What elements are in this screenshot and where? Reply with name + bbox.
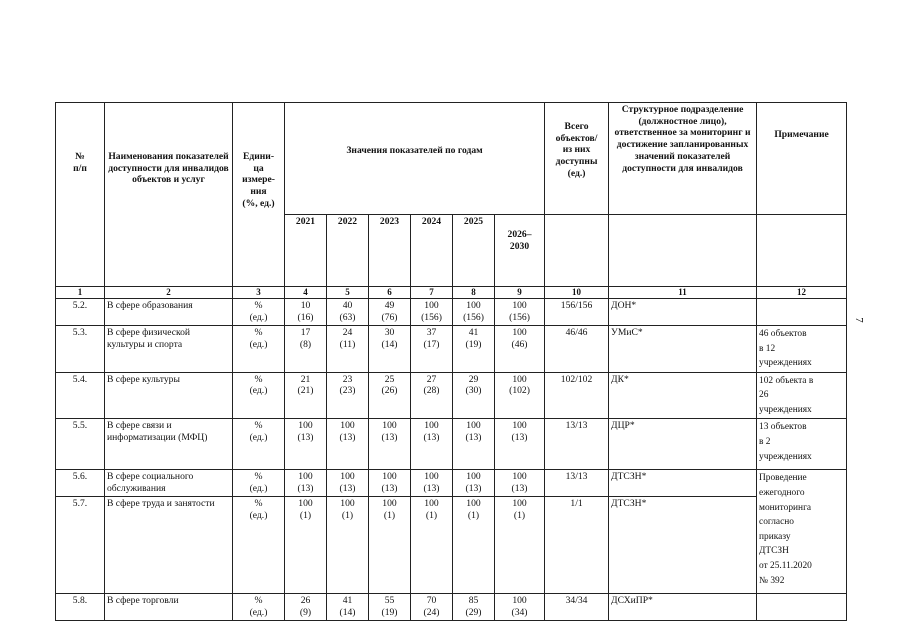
table-row	[56, 419, 847, 470]
blank-cell	[545, 215, 609, 287]
row-name: В сфере физической культуры и спорта	[105, 326, 233, 373]
row-total: 13/13	[545, 470, 609, 497]
row-num: 5.3.	[56, 326, 105, 373]
value-cell: 100 (13)	[453, 470, 495, 497]
table-row	[56, 326, 847, 373]
value-cell: 23 (23)	[327, 372, 369, 419]
value-cell: 100 (1)	[453, 497, 495, 594]
value-cell: 100 (46)	[495, 326, 545, 373]
row-responsible: ДТСЗН*	[609, 470, 757, 497]
row-num: 5.7.	[56, 497, 105, 594]
value-cell: 70 (24)	[411, 594, 453, 620]
year-cell: 2025	[453, 215, 495, 287]
value-cell: 49 (76)	[369, 299, 411, 326]
row-responsible: ДК*	[609, 372, 757, 419]
row-note	[757, 594, 847, 620]
row-unit: % (ед.)	[233, 470, 285, 497]
header-values-group: Значения показателей по годам	[285, 103, 545, 215]
year-cell: 2026– 2030	[495, 215, 545, 287]
row-name: В сфере образования	[105, 299, 233, 326]
value-cell: 24 (11)	[327, 326, 369, 373]
table-row	[56, 470, 847, 497]
row-note: 102 объекта в 26 учреждениях	[757, 372, 847, 419]
header-row	[56, 103, 847, 215]
column-number: 3	[233, 287, 285, 299]
column-number: 12	[757, 287, 847, 299]
value-cell: 100 (13)	[411, 419, 453, 470]
column-number: 11	[609, 287, 757, 299]
table-row	[56, 497, 847, 594]
row-responsible: ДЦР*	[609, 419, 757, 470]
value-cell: 40 (63)	[327, 299, 369, 326]
value-cell: 100 (156)	[453, 299, 495, 326]
header-num: № п/п	[56, 103, 105, 287]
row-total: 13/13	[545, 419, 609, 470]
column-number: 1	[56, 287, 105, 299]
column-number: 10	[545, 287, 609, 299]
blank-cell	[609, 215, 757, 287]
value-cell: 100 (13)	[369, 470, 411, 497]
page-number: 7	[852, 317, 865, 323]
row-total: 46/46	[545, 326, 609, 373]
value-cell: 55 (19)	[369, 594, 411, 620]
value-cell: 100 (1)	[495, 497, 545, 594]
row-num: 5.2.	[56, 299, 105, 326]
value-cell: 27 (28)	[411, 372, 453, 419]
value-cell: 100 (34)	[495, 594, 545, 620]
column-number: 8	[453, 287, 495, 299]
value-cell: 29 (30)	[453, 372, 495, 419]
value-cell: 100 (13)	[495, 470, 545, 497]
row-num: 5.6.	[56, 470, 105, 497]
row-unit: % (ед.)	[233, 326, 285, 373]
value-cell: 25 (26)	[369, 372, 411, 419]
header-responsible: Структурное подразделение (должностное лицо), ответственное за мониторинг и достижение запланированных значений показателей доступности для инвалидов	[609, 103, 757, 215]
blank-cell	[757, 215, 847, 287]
row-num: 5.4.	[56, 372, 105, 419]
value-cell: 100 (13)	[411, 470, 453, 497]
value-cell: 100 (156)	[495, 299, 545, 326]
table-row	[56, 299, 847, 326]
value-cell: 41 (19)	[453, 326, 495, 373]
value-cell: 30 (14)	[369, 326, 411, 373]
year-cell: 2022	[327, 215, 369, 287]
value-cell: 26 (9)	[285, 594, 327, 620]
row-unit: % (ед.)	[233, 594, 285, 620]
row-responsible: ДОН*	[609, 299, 757, 326]
header-total: Всего объектов/ из них доступны (ед.)	[545, 103, 609, 215]
value-cell: 100 (102)	[495, 372, 545, 419]
value-cell: 100 (1)	[369, 497, 411, 594]
row-unit: % (ед.)	[233, 299, 285, 326]
row-name: В сфере торговли	[105, 594, 233, 620]
row-name: В сфере культуры	[105, 372, 233, 419]
value-cell: 100 (1)	[411, 497, 453, 594]
row-total: 34/34	[545, 594, 609, 620]
value-cell: 100 (13)	[495, 419, 545, 470]
row-note	[757, 299, 847, 326]
row-total: 102/102	[545, 372, 609, 419]
value-cell: 100 (13)	[285, 419, 327, 470]
row-unit: % (ед.)	[233, 497, 285, 594]
column-number: 2	[105, 287, 233, 299]
column-number: 6	[369, 287, 411, 299]
table-row	[56, 372, 847, 419]
column-numbers-row	[56, 287, 847, 299]
value-cell: 100 (13)	[327, 470, 369, 497]
header-unit: Едини- ца измере- ния (%, ед.)	[233, 103, 285, 287]
year-cell: 2023	[369, 215, 411, 287]
value-cell: 100 (156)	[411, 299, 453, 326]
value-cell: 100 (13)	[369, 419, 411, 470]
value-cell: 85 (29)	[453, 594, 495, 620]
column-number: 4	[285, 287, 327, 299]
row-name: В сфере связи и информатизации (МФЦ)	[105, 419, 233, 470]
value-cell: 100 (13)	[453, 419, 495, 470]
value-cell: 41 (14)	[327, 594, 369, 620]
value-cell: 100 (13)	[285, 470, 327, 497]
column-number: 9	[495, 287, 545, 299]
header-name: Наименования показателей доступности для инвалидов объектов и услуг	[105, 103, 233, 287]
row-total: 156/156	[545, 299, 609, 326]
row-unit: % (ед.)	[233, 419, 285, 470]
indicators-table	[55, 102, 847, 621]
row-name: В сфере социального обслуживания	[105, 470, 233, 497]
row-total: 1/1	[545, 497, 609, 594]
row-note: 46 объектов в 12 учреждениях	[757, 326, 847, 373]
value-cell: 100 (1)	[285, 497, 327, 594]
row-num: 5.5.	[56, 419, 105, 470]
row-num: 5.8.	[56, 594, 105, 620]
row-responsible: ДСХиПР*	[609, 594, 757, 620]
value-cell: 100 (1)	[327, 497, 369, 594]
year-cell: 2024	[411, 215, 453, 287]
row-unit: % (ед.)	[233, 372, 285, 419]
column-number: 5	[327, 287, 369, 299]
year-cell: 2021	[285, 215, 327, 287]
table-row	[56, 594, 847, 620]
row-responsible: ДТСЗН*	[609, 497, 757, 594]
value-cell: 10 (16)	[285, 299, 327, 326]
row-responsible: УМиС*	[609, 326, 757, 373]
row-note: 13 объектов в 2 учреждениях	[757, 419, 847, 470]
header-note: Примечание	[757, 103, 847, 215]
value-cell: 17 (8)	[285, 326, 327, 373]
row-name: В сфере труда и занятости	[105, 497, 233, 594]
value-cell: 21 (21)	[285, 372, 327, 419]
value-cell: 37 (17)	[411, 326, 453, 373]
merged-note: Проведение ежегодного мониторинга согласно приказу ДТСЗН от 25.11.2020 № 392	[757, 470, 847, 594]
column-number: 7	[411, 287, 453, 299]
value-cell: 100 (13)	[327, 419, 369, 470]
